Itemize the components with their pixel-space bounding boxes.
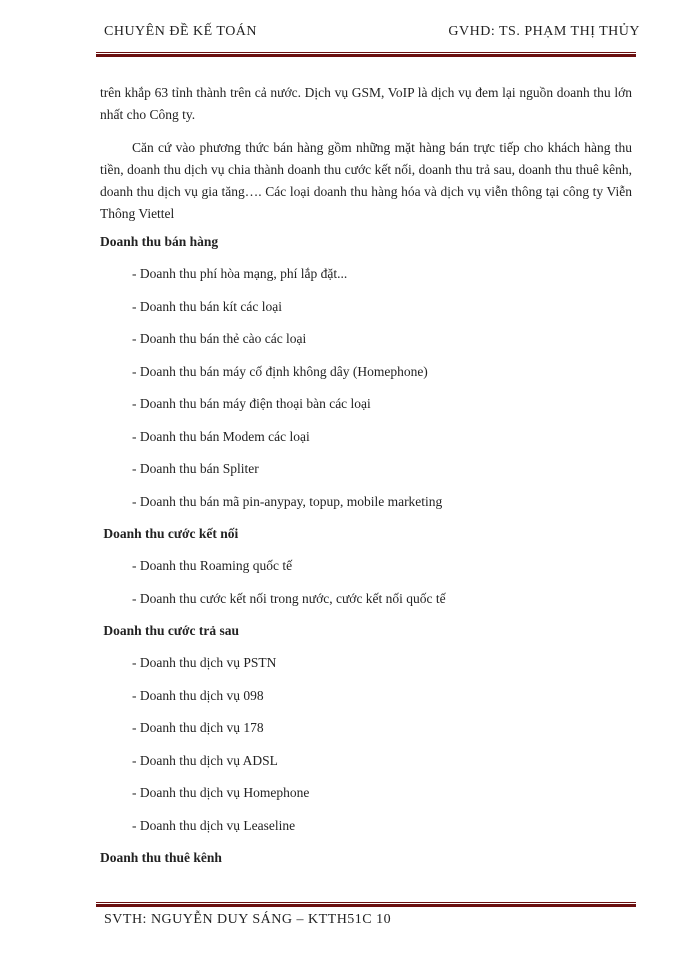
list-item: - Doanh thu dịch vụ ADSL: [132, 752, 278, 768]
page-footer: SVTH: NGUYỄN DUY SÁNG – KTTH51C 10: [104, 912, 392, 927]
list-item: - Doanh thu Roaming quốc tế: [132, 558, 293, 573]
section-list-sales: [100, 263, 632, 523]
list-item: - Doanh thu dịch vụ 098: [132, 687, 264, 703]
list-item: - Doanh thu phí hòa mạng, phí lắp đặt...: [132, 266, 348, 281]
paragraph-revenue-types: Căn cứ vào phương thức bán hàng gồm những mặt hàng bán trực tiếp cho khách hàng thu tiền, doanh thu dịch vụ chia thành doanh thu cước kết nối, doanh thu trả sau, doanh thu thuê kênh, doanh thu dịch vụ gia tăng…. Các loại doanh thu hàng hóa và dịch vụ viễn thông tại công ty Viễn Thông Viettel: [100, 140, 632, 221]
list-item: - Doanh thu bán thẻ cào các loại: [132, 331, 307, 346]
section-heading-connection: Doanh thu cước kết nối: [100, 526, 239, 541]
section-heading-postpaid: Doanh thu cước trả sau: [100, 623, 239, 638]
list-item: - Doanh thu cước kết nối trong nước, cước kết nối quốc tế: [132, 590, 446, 606]
section-heading-lease: Doanh thu thuê kênh: [100, 850, 222, 865]
list-item: - Doanh thu bán máy cố định không dây (Homephone): [132, 363, 428, 379]
list-item: - Doanh thu dịch vụ Homephone: [132, 785, 310, 800]
header-title: CHUYÊN ĐỀ KẾ TOÁN: [104, 24, 258, 39]
paragraph-intro: trên khắp 63 tỉnh thành trên cả nước. Dịch vụ GSM, VoIP là dịch vụ đem lại nguồn doanh thu lớn nhất cho Công ty.: [100, 85, 632, 122]
header-divider: [96, 52, 636, 57]
section-list-connection: [100, 555, 632, 620]
header-supervisor: GVHD: TS. PHẠM THỊ THỦY: [448, 24, 640, 39]
section-heading-sales: Doanh thu bán hàng: [100, 234, 219, 249]
list-item: - Doanh thu dịch vụ Leaseline: [132, 817, 296, 833]
list-item: - Doanh thu bán máy điện thoại bàn các loại: [132, 396, 371, 411]
list-item: - Doanh thu bán kít các loại: [132, 298, 282, 314]
list-item: - Doanh thu bán Modem các loại: [132, 428, 310, 444]
list-item: - Doanh thu bán Spliter: [132, 461, 259, 476]
list-item: - Doanh thu dịch vụ 178: [132, 720, 264, 735]
list-item: - Doanh thu bán mã pin-anypay, topup, mobile marketing: [132, 493, 443, 509]
footer-divider: [96, 902, 636, 907]
page-body: [100, 82, 632, 879]
page-header: [104, 24, 640, 44]
list-item: - Doanh thu dịch vụ PSTN: [132, 655, 277, 670]
section-list-postpaid: [100, 652, 632, 847]
